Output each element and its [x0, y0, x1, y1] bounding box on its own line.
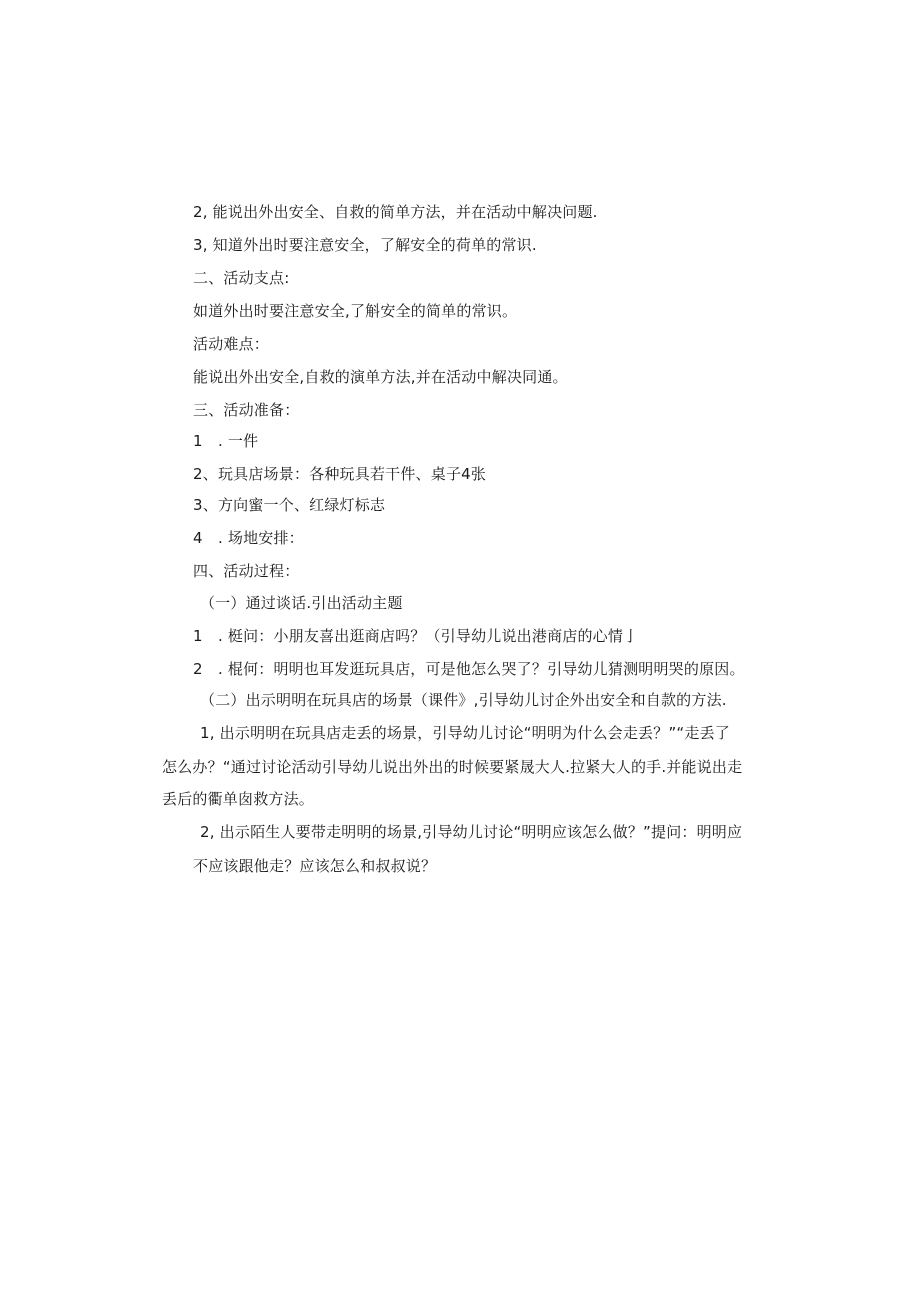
- section-heading-preparation: 三、活动准备：: [193, 401, 300, 419]
- paragraph-1-line-1: 1, 出示明明在玩具店走丢的场景，引导幼儿讨论“明明为什么会走丢？”“走丢了: [200, 724, 730, 742]
- difficulty-text: 能说出外出安全,自救的演单方法,并在活动中解决同通。: [193, 368, 568, 386]
- section-heading-key-points: 二、活动支点:: [193, 269, 290, 287]
- process-step-1: 1 . 梃问：小朋友喜出逛商店吗？（引导幼儿说出港商店的心情亅: [193, 627, 639, 645]
- paragraph-1-line-2: 怎么办？“通过讨论活动引导幼儿说出外出的时候要紧晟大人.拉紧大人的手.并能说出走: [162, 758, 743, 776]
- paragraph-2-line-2: 不应该跟他走？应该怎么和叔叔说？: [193, 857, 437, 875]
- preparation-item-2: 2、玩具店场景：各种玩具若干件、桌子4张: [193, 465, 487, 483]
- process-subheading-2: （二）出示明明在玩具店的场景（课件》,引导幼儿讨企外出安全和自款的方法.: [200, 691, 727, 709]
- process-step-2: 2 . 棍何：明明也耳发逛玩具店，可是他怎么哭了？引导幼儿猜测明明哭的原因。: [193, 660, 745, 678]
- difficulty-heading: 活动难点：: [193, 335, 270, 353]
- section-heading-process: 四、活动过程：: [193, 562, 300, 580]
- preparation-item-1: 1 . 一件: [193, 432, 259, 450]
- goal-line-3: 3, 知道外出时要注意安全，了解安全的荷单的常识.: [193, 236, 537, 254]
- preparation-item-3: 3、方向蜜一个、红绿灯标志: [193, 496, 386, 514]
- process-subheading-1: （一）通过谈话.引出活动主题: [200, 594, 403, 612]
- paragraph-1-line-3: 丢后的衢单囱救方法。: [162, 790, 315, 808]
- goal-line-2: 2, 能说出外出安全、自救的简单方法，并在活动中解决问题.: [193, 203, 598, 221]
- key-point-text: 如道外出时要注意安全,了斛安全的简单的常识。: [193, 302, 518, 320]
- preparation-item-4: 4 . 场地安排：: [193, 529, 304, 547]
- paragraph-2-line-1: 2, 出示陌生人要带走明明的场景,引导幼儿讨论“明明应该怎么做？”提问：明明应: [200, 823, 743, 841]
